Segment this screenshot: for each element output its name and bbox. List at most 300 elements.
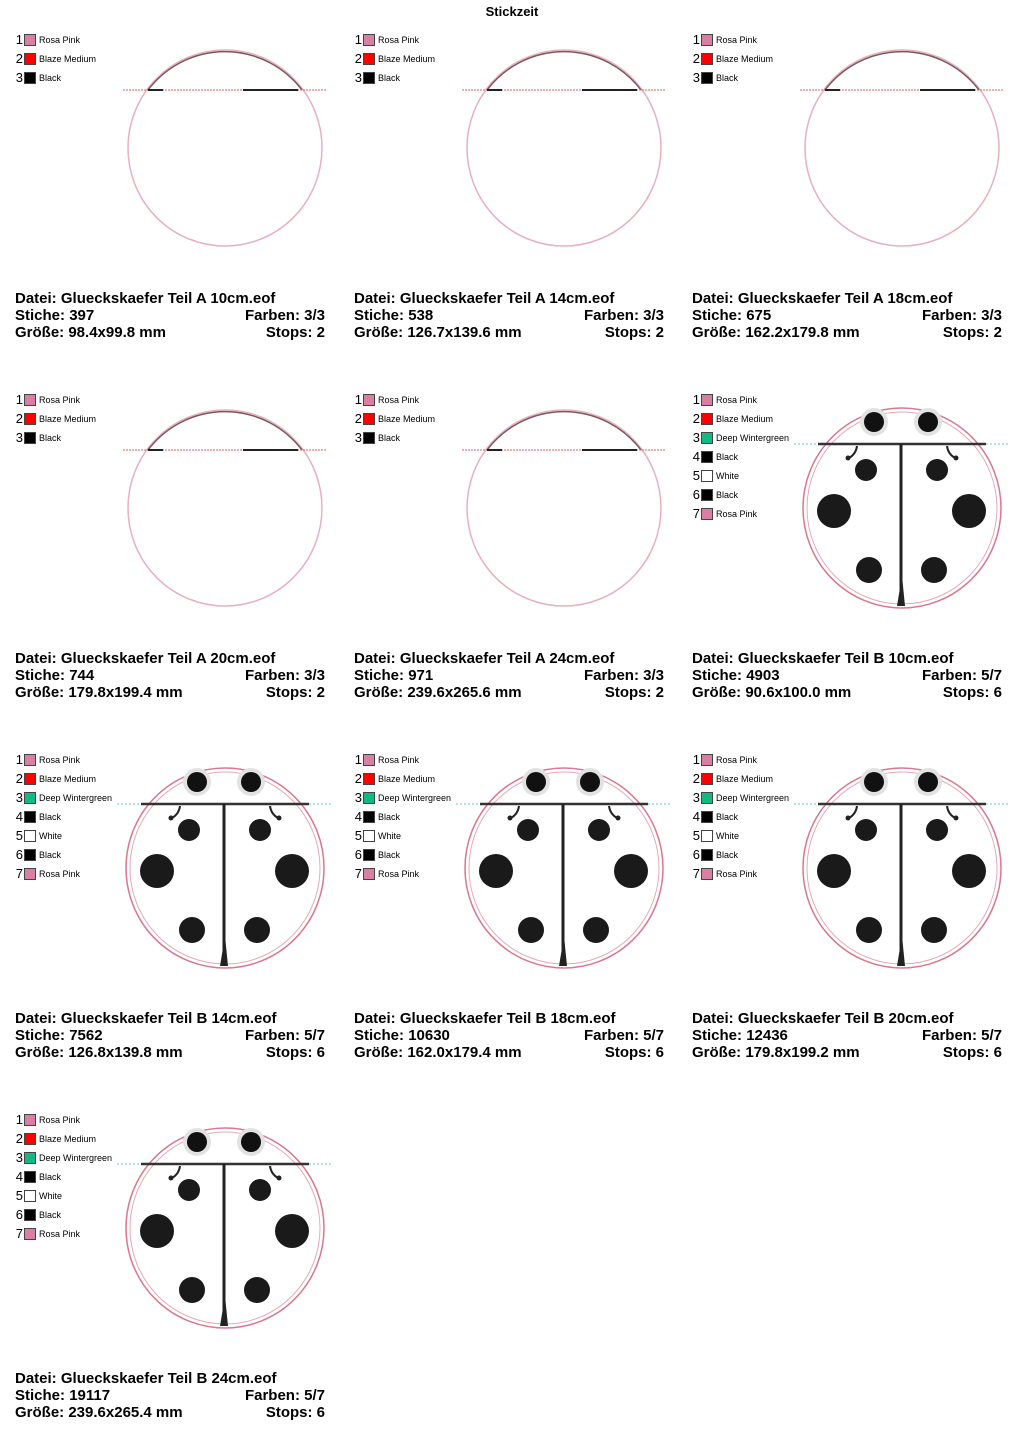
color-count: 5/7: [643, 1027, 664, 1044]
thread-number: 2: [15, 771, 23, 786]
thread-number: 4: [354, 809, 362, 824]
size-line: [15, 324, 325, 341]
thread-number: 1: [692, 392, 700, 407]
thread-color-swatch: [701, 489, 713, 501]
thread-number: 6: [15, 1207, 23, 1222]
design-card: [15, 1108, 335, 1448]
stops-group: [266, 684, 325, 701]
design-info: [15, 1370, 325, 1421]
ladybug-part-b-preview: [115, 1108, 335, 1348]
thread-name: Rosa Pink: [39, 1114, 81, 1125]
file-label-group: [354, 290, 614, 307]
file-label: Datei:: [354, 650, 396, 667]
thread-color-swatch: [363, 53, 375, 65]
thread-number: 6: [692, 847, 700, 862]
thread-number: 3: [692, 430, 700, 445]
design-card: [15, 388, 335, 728]
thread-name: Black: [39, 1209, 62, 1220]
ladybug-part-b-preview: [792, 748, 1012, 988]
colors-label: Farben:: [921, 1027, 977, 1044]
thread-color-swatch: [24, 849, 36, 861]
thread-color-swatch: [701, 34, 713, 46]
thread-name: Rosa Pink: [716, 394, 758, 405]
stitches-group: [354, 667, 433, 684]
spot-5: [179, 1277, 205, 1303]
thread-name: Blaze Medium: [716, 773, 774, 784]
color-count: 3/3: [304, 307, 325, 324]
colors-label: Farben:: [583, 307, 639, 324]
stitches-group: [15, 1027, 103, 1044]
thread-name: Blaze Medium: [716, 413, 774, 424]
thread-number: 2: [15, 51, 23, 66]
stitch-count: 7562: [69, 1027, 103, 1044]
colors-label: Farben:: [244, 667, 300, 684]
stops-label: Stops:: [942, 324, 990, 341]
stops-label: Stops:: [604, 324, 652, 341]
color-count: 5/7: [304, 1387, 325, 1404]
thread-legend-item: [15, 1224, 112, 1243]
stitch-count: 538: [408, 307, 434, 324]
thread-name: Deep Wintergreen: [378, 792, 452, 803]
size-group: [15, 1404, 183, 1421]
thread-legend-item: [354, 788, 451, 807]
size-line: [692, 684, 1002, 701]
file-name: Glueckskaefer Teil A 14cm.eof: [399, 290, 615, 307]
size-label: Größe:: [354, 324, 404, 341]
thread-name: White: [39, 1190, 63, 1201]
thread-number: 3: [15, 790, 23, 805]
design-size: 162.0x179.4 mm: [407, 1044, 522, 1061]
thread-color-swatch: [24, 1152, 36, 1164]
file-line: [15, 1010, 325, 1027]
spot-3: [817, 494, 851, 528]
thread-number: 5: [692, 468, 700, 483]
thread-legend: [692, 390, 789, 523]
spot-5: [518, 917, 544, 943]
design-card: [15, 748, 335, 1088]
thread-name: Rosa Pink: [39, 1228, 81, 1239]
design-preview: [115, 388, 335, 646]
size-group: [15, 1044, 183, 1061]
design-info: [15, 290, 325, 341]
thread-name: Blaze Medium: [39, 773, 97, 784]
thread-color-swatch: [363, 811, 375, 823]
thread-color-swatch: [24, 53, 36, 65]
design-info: [692, 290, 1002, 341]
thread-number: 6: [15, 847, 23, 862]
thread-number: 7: [692, 866, 700, 881]
design-size: 162.2x179.8 mm: [745, 324, 860, 341]
thread-number: 6: [692, 487, 700, 502]
design-preview: [115, 1108, 335, 1366]
thread-number: 2: [692, 771, 700, 786]
size-label: Größe:: [354, 684, 404, 701]
thread-legend-item: [354, 30, 435, 49]
file-line: [692, 650, 1002, 667]
thread-name: Black: [378, 432, 401, 443]
thread-legend-item: [15, 1167, 112, 1186]
spot-6: [244, 1277, 270, 1303]
ladybug-part-b-preview: [792, 388, 1012, 628]
size-line: [15, 1404, 325, 1421]
stitches-label: Stiche:: [692, 667, 743, 684]
stops-label: Stops:: [942, 1044, 990, 1061]
thread-legend-item: [354, 864, 451, 883]
thread-number: 7: [692, 506, 700, 521]
file-name: Glueckskaefer Teil A 18cm.eof: [737, 290, 953, 307]
head-arc: [148, 412, 302, 450]
spot-4: [614, 854, 648, 888]
thread-color-swatch: [363, 432, 375, 444]
stops-label: Stops:: [604, 1044, 652, 1061]
thread-legend-item: [15, 409, 96, 428]
thread-legend-item: [354, 49, 435, 68]
thread-legend: [15, 750, 112, 883]
file-name: Glueckskaefer Teil A 10cm.eof: [60, 290, 276, 307]
thread-legend-item: [692, 485, 789, 504]
spot-4: [952, 494, 986, 528]
thread-color-swatch: [24, 830, 36, 842]
thread-number: 1: [354, 392, 362, 407]
thread-number: 4: [692, 809, 700, 824]
thread-number: 4: [15, 1169, 23, 1184]
thread-legend-item: [15, 1129, 112, 1148]
color-count: 3/3: [304, 667, 325, 684]
ladybug-part-a-preview: [792, 28, 1012, 268]
size-line: [354, 324, 664, 341]
thread-name: Black: [378, 849, 401, 860]
size-label: Größe:: [15, 684, 65, 701]
colors-group: [245, 1387, 325, 1404]
thread-name: Black: [39, 1171, 62, 1182]
thread-name: Black: [716, 451, 739, 462]
design-preview: [792, 748, 1012, 1006]
thread-color-swatch: [363, 849, 375, 861]
size-group: [15, 684, 183, 701]
color-count: 5/7: [304, 1027, 325, 1044]
ladybug-part-a-preview: [454, 388, 674, 628]
thread-name: Blaze Medium: [39, 413, 97, 424]
thread-name: Rosa Pink: [39, 754, 81, 765]
thread-legend-item: [692, 447, 789, 466]
thread-name: Rosa Pink: [716, 868, 758, 879]
thread-legend: [15, 1110, 112, 1243]
eye-left: [864, 412, 884, 432]
thread-legend-item: [692, 788, 789, 807]
size-line: [692, 324, 1002, 341]
thread-name: White: [716, 470, 740, 481]
colors-label: Farben:: [921, 667, 977, 684]
stop-count: 2: [316, 324, 325, 341]
spot-4: [275, 854, 309, 888]
stops-label: Stops:: [942, 684, 990, 701]
thread-legend-item: [15, 750, 112, 769]
thread-number: 3: [692, 790, 700, 805]
file-line: [692, 290, 1002, 307]
thread-legend-item: [15, 390, 96, 409]
size-group: [15, 324, 166, 341]
file-label: Datei:: [354, 290, 396, 307]
spot-1: [178, 1179, 200, 1201]
thread-number: 5: [15, 1188, 23, 1203]
stitches-line: [15, 667, 325, 684]
antenna-tip-left: [508, 816, 513, 821]
thread-color-swatch: [701, 868, 713, 880]
thread-color-swatch: [24, 1209, 36, 1221]
thread-color-swatch: [701, 470, 713, 482]
eye-right: [241, 772, 261, 792]
stitches-group: [692, 307, 771, 324]
stitches-label: Stiche:: [692, 307, 743, 324]
stop-count: 6: [993, 684, 1002, 701]
color-count: 5/7: [981, 667, 1002, 684]
file-label-group: [15, 1010, 277, 1027]
colors-group: [245, 1027, 325, 1044]
stop-count: 2: [993, 324, 1002, 341]
thread-number: 2: [692, 411, 700, 426]
thread-color-swatch: [24, 72, 36, 84]
color-count: 3/3: [643, 307, 664, 324]
thread-number: 2: [692, 51, 700, 66]
stitch-count: 12436: [746, 1027, 788, 1044]
file-line: [354, 290, 664, 307]
thread-color-swatch: [701, 849, 713, 861]
spot-4: [275, 1214, 309, 1248]
stitches-label: Stiche:: [692, 1027, 743, 1044]
page-title: Stickzeit: [485, 4, 539, 19]
file-line: [15, 650, 325, 667]
thread-name: Blaze Medium: [39, 1133, 97, 1144]
size-group: [692, 324, 860, 341]
design-size: 179.8x199.4 mm: [68, 684, 183, 701]
stops-label: Stops:: [265, 1044, 313, 1061]
stitches-line: [354, 307, 664, 324]
thread-legend-item: [354, 845, 451, 864]
spot-5: [179, 917, 205, 943]
thread-legend-item: [692, 864, 789, 883]
size-group: [692, 684, 851, 701]
spot-2: [249, 1179, 271, 1201]
thread-name: Black: [716, 849, 739, 860]
stops-group: [266, 1044, 325, 1061]
stitch-count: 397: [69, 307, 95, 324]
size-line: [354, 684, 664, 701]
colors-group: [922, 667, 1002, 684]
thread-name: Blaze Medium: [378, 773, 436, 784]
thread-name: Blaze Medium: [378, 413, 436, 424]
stitches-line: [692, 1027, 1002, 1044]
file-label: Datei:: [354, 1010, 396, 1027]
thread-color-swatch: [701, 413, 713, 425]
stitches-line: [354, 667, 664, 684]
design-info: [354, 1010, 664, 1061]
thread-legend-item: [15, 1205, 112, 1224]
spot-3: [140, 1214, 174, 1248]
design-info: [692, 1010, 1002, 1061]
file-name: Glueckskaefer Teil B 18cm.eof: [399, 1010, 616, 1027]
thread-number: 2: [354, 411, 362, 426]
thread-color-swatch: [24, 1190, 36, 1202]
thread-color-swatch: [701, 432, 713, 444]
thread-number: 1: [15, 392, 23, 407]
stop-count: 6: [993, 1044, 1002, 1061]
thread-legend: [354, 390, 435, 447]
spot-2: [926, 459, 948, 481]
file-name: Glueckskaefer Teil B 24cm.eof: [60, 1370, 277, 1387]
thread-number: 3: [692, 70, 700, 85]
size-label: Größe:: [15, 1044, 65, 1061]
thread-legend-item: [692, 504, 789, 523]
stitch-count: 675: [746, 307, 772, 324]
thread-name: Blaze Medium: [716, 53, 774, 64]
eye-left: [864, 772, 884, 792]
thread-color-swatch: [701, 53, 713, 65]
antenna-tip-left: [169, 1176, 174, 1181]
file-label-group: [354, 650, 614, 667]
thread-legend-item: [692, 769, 789, 788]
spot-6: [921, 917, 947, 943]
thread-legend-item: [692, 826, 789, 845]
thread-name: Deep Wintergreen: [39, 1152, 113, 1163]
thread-color-swatch: [24, 1133, 36, 1145]
antenna-tip-right: [954, 456, 959, 461]
spot-1: [178, 819, 200, 841]
size-group: [354, 1044, 522, 1061]
antenna-tip-left: [846, 456, 851, 461]
thread-legend-item: [692, 428, 789, 447]
head-arc: [148, 52, 302, 90]
size-group: [692, 1044, 860, 1061]
thread-color-swatch: [701, 508, 713, 520]
thread-legend-item: [692, 30, 773, 49]
file-label: Datei:: [15, 650, 57, 667]
antenna-tip-left: [169, 816, 174, 821]
thread-color-swatch: [24, 1171, 36, 1183]
thread-name: Black: [39, 432, 62, 443]
thread-number: 3: [15, 1150, 23, 1165]
stitches-line: [692, 667, 1002, 684]
thread-legend-item: [354, 750, 451, 769]
thread-number: 1: [692, 752, 700, 767]
stop-count: 6: [316, 1044, 325, 1061]
file-line: [354, 650, 664, 667]
thread-name: Black: [39, 811, 62, 822]
thread-name: Rosa Pink: [378, 868, 420, 879]
thread-number: 3: [354, 430, 362, 445]
stitches-label: Stiche:: [354, 1027, 405, 1044]
stitches-group: [15, 1387, 110, 1404]
thread-color-swatch: [701, 451, 713, 463]
spot-4: [952, 854, 986, 888]
size-label: Größe:: [692, 1044, 742, 1061]
thread-number: 1: [15, 32, 23, 47]
eye-left: [187, 772, 207, 792]
antenna-tip-right: [277, 816, 282, 821]
stitch-count: 971: [408, 667, 434, 684]
size-line: [692, 1044, 1002, 1061]
stops-group: [605, 1044, 664, 1061]
thread-color-swatch: [24, 754, 36, 766]
thread-legend-item: [354, 807, 451, 826]
thread-legend-item: [692, 390, 789, 409]
stitches-line: [15, 1387, 325, 1404]
eye-left: [526, 772, 546, 792]
color-count: 3/3: [981, 307, 1002, 324]
stitch-count: 744: [69, 667, 95, 684]
colors-label: Farben:: [244, 1027, 300, 1044]
stitches-label: Stiche:: [15, 667, 66, 684]
thread-number: 5: [354, 828, 362, 843]
thread-number: 3: [15, 70, 23, 85]
thread-color-swatch: [701, 811, 713, 823]
color-count: 5/7: [981, 1027, 1002, 1044]
stitches-line: [354, 1027, 664, 1044]
colors-label: Farben:: [244, 307, 300, 324]
colors-group: [245, 307, 325, 324]
thread-legend-item: [15, 1186, 112, 1205]
thread-legend-item: [15, 428, 96, 447]
thread-number: 7: [15, 1226, 23, 1241]
size-line: [354, 1044, 664, 1061]
thread-legend-item: [15, 788, 112, 807]
stitches-group: [692, 667, 780, 684]
size-group: [354, 324, 522, 341]
file-name: Glueckskaefer Teil B 10cm.eof: [737, 650, 954, 667]
thread-legend: [15, 390, 96, 447]
thread-legend-item: [354, 390, 435, 409]
stops-group: [943, 684, 1002, 701]
spot-5: [856, 557, 882, 583]
size-label: Größe:: [692, 684, 742, 701]
stitch-count: 4903: [746, 667, 780, 684]
stitches-label: Stiche:: [15, 307, 66, 324]
thread-number: 4: [15, 809, 23, 824]
thread-legend-item: [354, 68, 435, 87]
file-name: Glueckskaefer Teil B 14cm.eof: [60, 1010, 277, 1027]
stops-group: [943, 324, 1002, 341]
file-name: Glueckskaefer Teil A 20cm.eof: [60, 650, 276, 667]
stitches-label: Stiche:: [15, 1027, 66, 1044]
thread-name: Blaze Medium: [39, 53, 97, 64]
stitches-label: Stiche:: [354, 667, 405, 684]
design-info: [15, 650, 325, 701]
colors-label: Farben:: [921, 307, 977, 324]
ladybug-part-b-preview: [454, 748, 674, 988]
eye-right: [580, 772, 600, 792]
colors-group: [584, 667, 664, 684]
ladybug-part-b-preview: [115, 748, 335, 988]
stitches-group: [692, 1027, 788, 1044]
thread-legend-item: [15, 864, 112, 883]
head-arc: [487, 412, 641, 450]
file-name: Glueckskaefer Teil B 20cm.eof: [737, 1010, 954, 1027]
file-label: Datei:: [15, 1370, 57, 1387]
thread-legend-item: [15, 68, 96, 87]
thread-number: 2: [15, 1131, 23, 1146]
thread-number: 1: [354, 752, 362, 767]
file-name: Glueckskaefer Teil A 24cm.eof: [399, 650, 615, 667]
design-preview: [792, 388, 1012, 646]
colors-label: Farben:: [244, 1387, 300, 1404]
thread-color-swatch: [363, 830, 375, 842]
thread-number: 3: [354, 790, 362, 805]
thread-legend-item: [354, 428, 435, 447]
thread-legend-item: [15, 30, 96, 49]
thread-legend-item: [692, 49, 773, 68]
file-label: Datei:: [15, 290, 57, 307]
design-info: [692, 650, 1002, 701]
thread-name: Black: [378, 811, 401, 822]
